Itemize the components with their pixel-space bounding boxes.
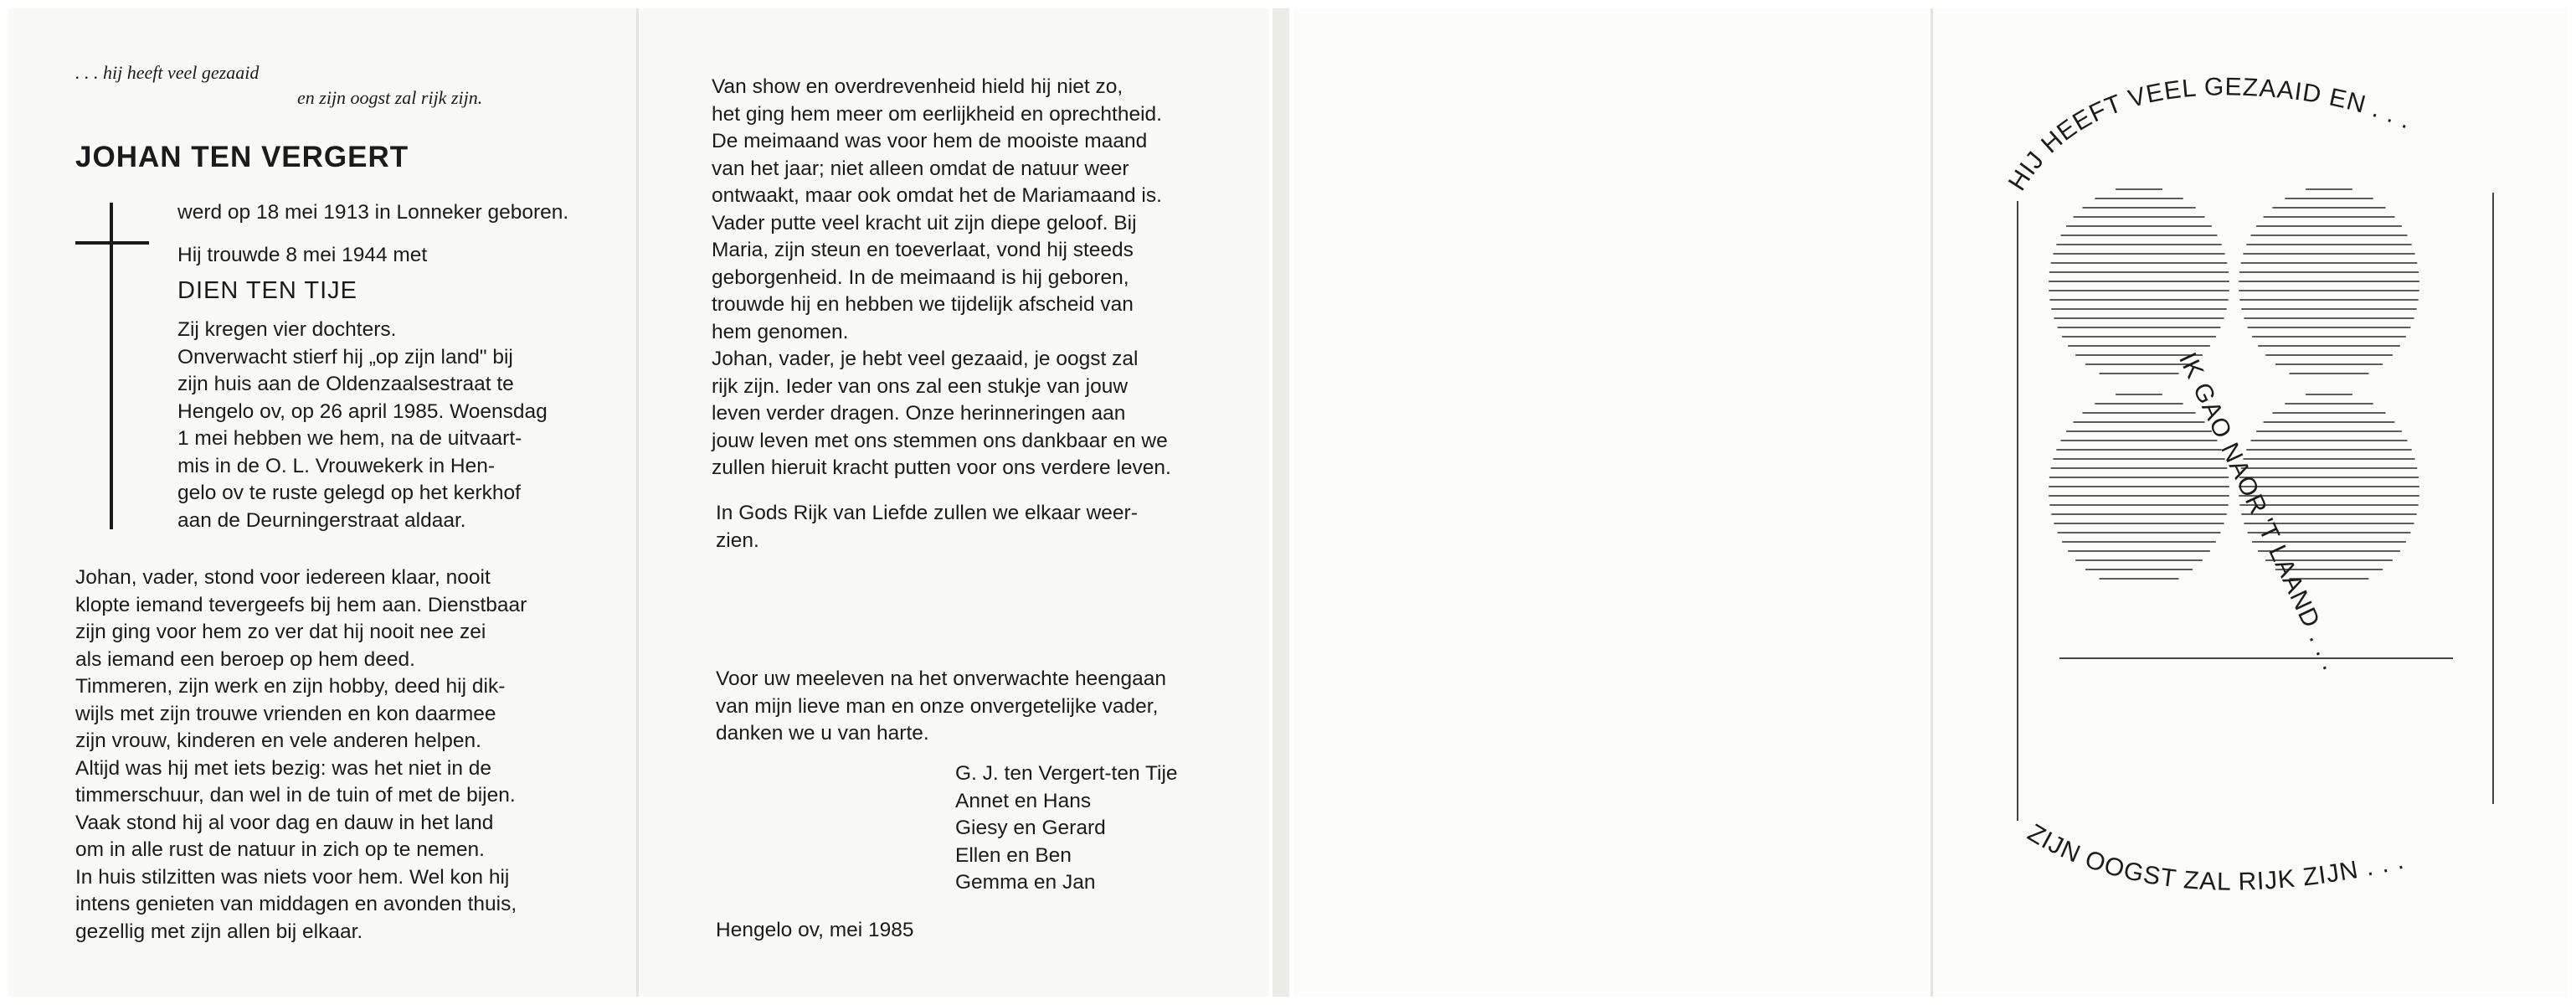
heaven-paragraph [716, 500, 1138, 554]
card-edge [1273, 8, 1289, 997]
family-member: Annet en Hans [955, 789, 1092, 812]
life-line: klopte iemand tevergeefs bij hem aan. Dienstbaar [75, 593, 527, 616]
faith-line: rijk zijn. Ieder van ons zal een stukje van jouw [712, 374, 1129, 398]
clover-arc-top-text: HIJ HEEFT VEEL GEZAAID EN . . . [2003, 73, 2417, 196]
motto-line-1: . . . hij heeft veel gezaaid [75, 62, 260, 83]
life-line: Timmeren, zijn werk en zijn hobby, deed hij dik- [75, 675, 506, 698]
family-member: Ellen en Ben [955, 843, 1072, 867]
family-member: Gemma en Jan [955, 871, 1096, 894]
life-line: om in alle rust de natuur in zich op te nemen. [75, 838, 485, 861]
spouse-name: DIEN TEN TIJE [177, 277, 357, 304]
thanks-line: van mijn lieve man en onze onvergetelijke vader, [716, 694, 1159, 718]
heaven-line: In Gods Rijk van Liefde zullen we elkaar weer- [716, 502, 1138, 524]
faith-line: ontwaakt, maar ook omdat het de Mariamaand is. [712, 184, 1162, 207]
faith-line: Maria, zijn steun en toeverlaat, vond hij steeds [712, 239, 1134, 261]
place-date: Hengelo ov, mei 1985 [716, 919, 914, 941]
bio-line: mis in de O. L. Vrouwekerk in Hen- [177, 454, 495, 477]
clover-stem-text: IK GAO NAOR 'T LAAND . . . [2173, 348, 2346, 675]
faith-line: van het jaar; niet alleen omdat de natuur weer [712, 157, 1129, 180]
faith-line: zullen hieruit kracht putten voor ons verdere leven. [712, 456, 1171, 479]
family-member: G. J. ten Vergert-ten Tije [955, 762, 1178, 785]
family-member: Giesy en Gerard [955, 817, 1106, 839]
clover-leaves [2049, 189, 2419, 579]
inner-fold-line [636, 8, 639, 997]
life-line: In huis stilzitten was niets voor hem. Wel kon hij [75, 865, 510, 889]
life-line: timmerschuur, dan wel in de tuin of met de bijen. [75, 784, 516, 807]
life-line: Johan, vader, stond voor iedereen klaar, nooit [75, 566, 491, 589]
bio-paragraph [177, 317, 548, 534]
birth-text: werd op 18 mei 1913 in Lonneker geboren. [177, 201, 569, 224]
bio-line: gelo ov te ruste gelegd op het kerkhof [177, 482, 521, 504]
faith-line: Vader putte veel kracht uit zijn diepe geloof. Bij [712, 211, 1137, 234]
married-text: Hij trouwde 8 mei 1944 met [177, 244, 428, 266]
family-signatures [955, 760, 1178, 897]
faith-line: leven verder dragen. Onze herinneringen aan [712, 402, 1126, 425]
bio-line: Zij kregen vier dochters. [177, 318, 397, 341]
outer-fold-line [1931, 8, 1933, 997]
faith-line: jouw leven met ons stemmen ons dankbaar en we [712, 429, 1168, 452]
clover-arc-bottom-text: ZIJN OOGST ZAL RIJK ZIJN . . . [2023, 818, 2407, 896]
thanks-line: danken we u van harte. [716, 722, 929, 745]
deceased-name: JOHAN TEN VERGERT [75, 141, 409, 173]
faith-paragraph [712, 74, 1171, 482]
bio-line: Hengelo ov, op 26 april 1985. Woensdag [177, 399, 548, 423]
bio-line: Onverwacht stierf hij „op zijn land" bij [177, 345, 513, 368]
clover-illustration [1984, 67, 2520, 938]
life-line: als iemand een beroep op hem deed. [75, 647, 415, 671]
cross-icon [59, 203, 151, 531]
thanks-line: Voor uw meeleven na het onverwachte heengaan [716, 667, 1167, 690]
bio-line: aan de Deurningerstraat aldaar. [177, 508, 466, 532]
faith-line: hem genomen. [712, 320, 849, 343]
faith-line: het ging hem meer om eerlijkheid en oprechtheid. [712, 102, 1162, 126]
bio-line: zijn huis aan de Oldenzaalsestraat te [177, 373, 514, 395]
life-line: Altijd was hij met iets bezig: was het niet in de [75, 756, 492, 780]
life-line: gezellig met zijn allen bij elkaar. [75, 920, 363, 943]
thanks-paragraph [716, 666, 1166, 748]
faith-line: De meimaand was voor hem de mooiste maand [712, 130, 1148, 152]
life-line: wijls met zijn trouwe vrienden en kon daarmee [75, 702, 496, 725]
life-line: Vaak stond hij al voor dag en dauw in het land [75, 811, 494, 834]
faith-line: Johan, vader, je hebt veel gezaaid, je oogst zal [712, 348, 1139, 370]
bio-line: 1 mei hebben we hem, na de uitvaart- [177, 427, 522, 450]
faith-line: trouwde hij en hebben we tijdelijk afscheid van [712, 293, 1134, 316]
faith-line: geborgenheid. In de meimaand is hij geboren, [712, 265, 1129, 289]
life-line: intens genieten van middagen en avonden thuis, [75, 893, 517, 915]
life-line: zijn ging voor hem zo ver dat hij nooit nee zei [75, 621, 486, 643]
life-line: zijn vrouw, kinderen en vele anderen helpen. [75, 729, 481, 752]
life-paragraph [75, 564, 527, 946]
motto-line-2: en zijn oogst zal rijk zijn. [297, 87, 483, 108]
heaven-line: zien. [716, 528, 759, 552]
faith-line: Van show en overdrevenheid hield hij niet zo, [712, 75, 1123, 98]
